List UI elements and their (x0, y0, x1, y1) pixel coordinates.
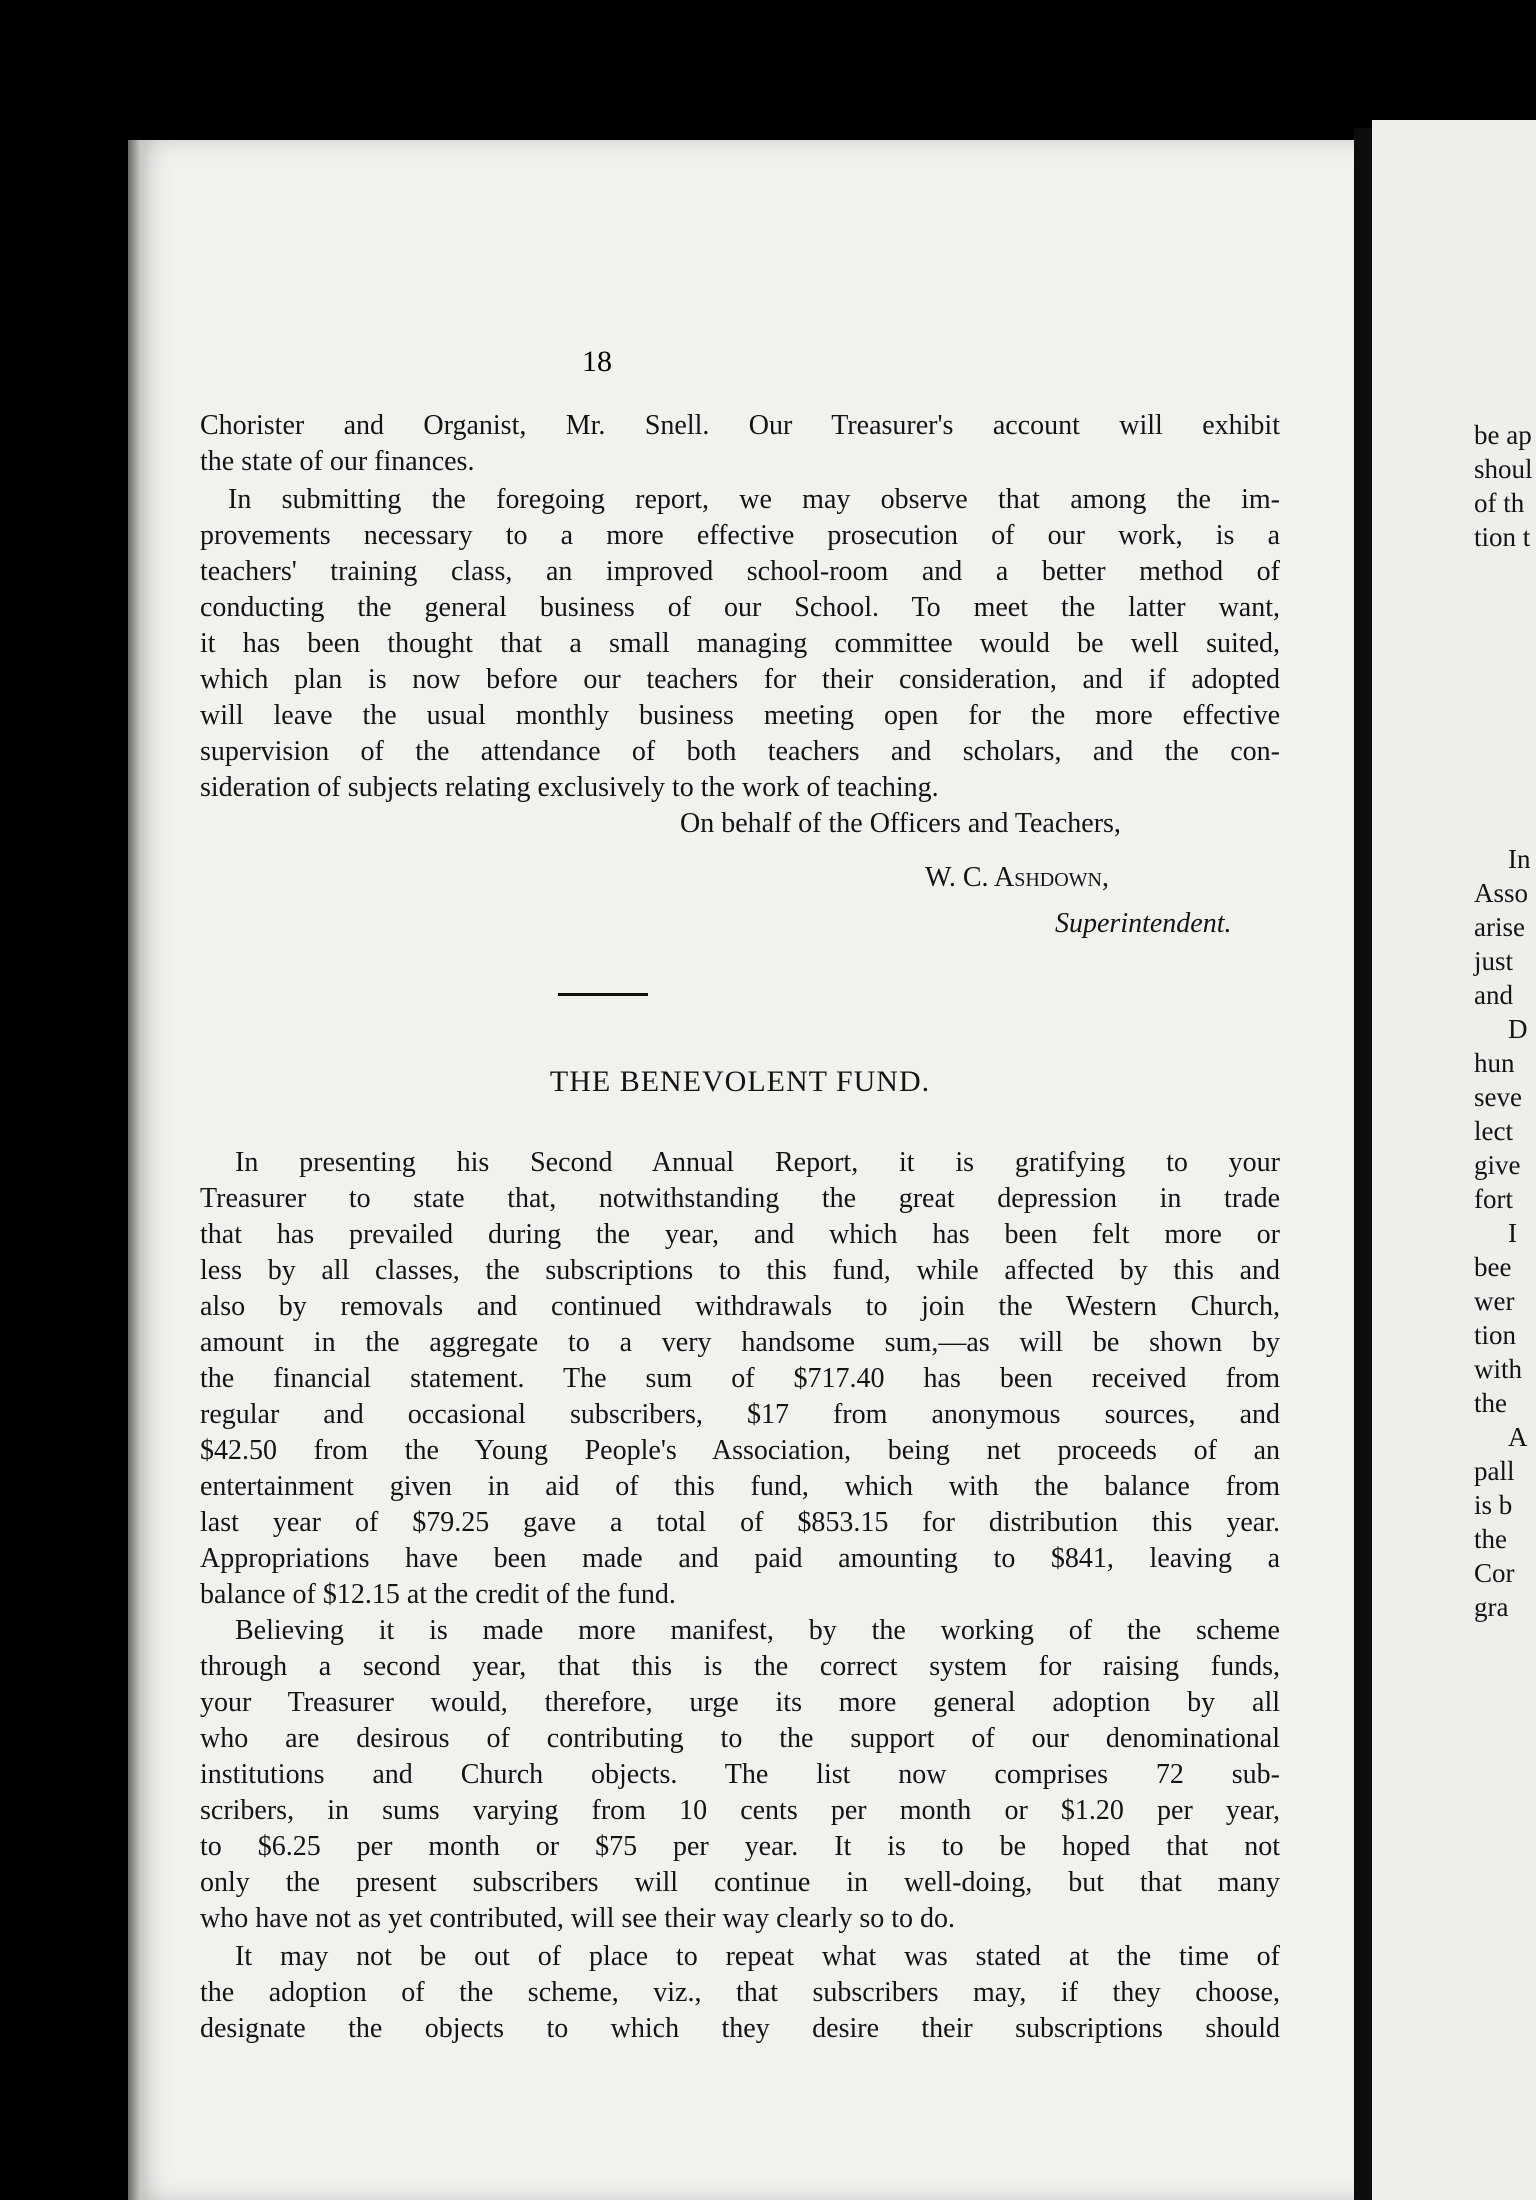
text-line: regular and occasional subscribers, $17 from anonymous sources, and (200, 1399, 1280, 1430)
fragment-text: the (1474, 1524, 1507, 1554)
fragment-text: just (1474, 946, 1514, 976)
text-line: your Treasurer would, therefore, urge its more general adoption by all (200, 1687, 1280, 1718)
text-line: teachers' training class, an improved school-room and a better method of (200, 556, 1280, 587)
fragment-text: lect (1474, 1116, 1513, 1146)
fragment-text: shoul (1474, 454, 1533, 484)
text-line: balance of $12.15 at the credit of the fund. (200, 1579, 676, 1610)
text-line: less by all classes, the subscriptions to this fund, while affected by this and (200, 1255, 1280, 1286)
text-line: Treasurer to state that, notwithstanding the great depression in trade (200, 1183, 1280, 1214)
text-line: designate the objects to which they desire their subscriptions should (200, 2013, 1280, 2044)
signature-name: W. C. Ashdown, (925, 862, 1109, 893)
page-number: 18 (582, 345, 612, 378)
text-line: will leave the usual monthly business meeting open for the more effective (200, 700, 1280, 731)
text-line: the adoption of the scheme, viz., that subscribers may, if they choose, (200, 1977, 1280, 2008)
fragment-text: fort (1474, 1184, 1513, 1214)
text-line: sideration of subjects relating exclusively to the work of teaching. (200, 772, 939, 803)
fragment-text: In (1508, 844, 1531, 874)
fragment-text: tion t (1474, 522, 1531, 552)
text-line: entertainment given in aid of this fund, which with the balance from (200, 1471, 1280, 1502)
text-line: It may not be out of place to repeat what was stated at the time of (235, 1941, 1280, 1972)
text-line: Chorister and Organist, Mr. Snell. Our Treasurer's account will exhibit (200, 410, 1280, 441)
fragment-text: with (1474, 1354, 1523, 1384)
section-title: THE BENEVOLENT FUND. (549, 1065, 931, 1098)
text-line: In presenting his Second Annual Report, it is gratifying to your (235, 1147, 1280, 1178)
fragment-text: seve (1474, 1082, 1522, 1112)
text-line: scribers, in sums varying from 10 cents per month or $1.20 per year, (200, 1795, 1280, 1826)
text-line: which plan is now before our teachers for their consideration, and if adopted (200, 664, 1280, 695)
text-line: who are desirous of contributing to the support of our denominational (200, 1723, 1280, 1754)
fragment-text: D (1508, 1014, 1528, 1044)
fragment-text: pall (1474, 1456, 1515, 1486)
fragment-text: and (1474, 980, 1513, 1010)
fragment-text: of th (1474, 488, 1525, 518)
text-line: only the present subscribers will continue in well-doing, but that many (200, 1867, 1280, 1898)
fragment-text: Asso (1474, 878, 1529, 908)
text-line: amount in the aggregate to a very handsome sum,—as will be shown by (200, 1327, 1280, 1358)
fragment-text: arise (1474, 912, 1525, 942)
text-line: last year of $79.25 gave a total of $853.15 for distribution this year. (200, 1507, 1280, 1538)
text-line: provements necessary to a more effective prosecution of our work, is a (200, 520, 1280, 551)
text-line: the financial statement. The sum of $717.40 has been received from (200, 1363, 1280, 1394)
text-line: Believing it is made more manifest, by the working of the scheme (235, 1615, 1280, 1646)
fragment-text: I (1508, 1218, 1517, 1248)
text-line: supervision of the attendance of both teachers and scholars, and the con- (200, 736, 1280, 767)
text-line: to $6.25 per month or $75 per year. It is to be hoped that not (200, 1831, 1280, 1862)
text-line: that has prevailed during the year, and which has been felt more or (200, 1219, 1280, 1250)
fragment-text: Cor (1474, 1558, 1515, 1588)
fragment-text: bee (1474, 1252, 1512, 1282)
fragment-text: give (1474, 1150, 1521, 1180)
text-line: also by removals and continued withdrawals to join the Western Church, (200, 1291, 1280, 1322)
fragment-text: gra (1474, 1592, 1509, 1622)
book-gutter (1354, 128, 1372, 2200)
text-line: Appropriations have been made and paid amounting to $841, leaving a (200, 1543, 1280, 1574)
text-line: the state of our finances. (200, 446, 475, 477)
fragment-text: be ap (1474, 420, 1532, 450)
text-line: $42.50 from the Young People's Association, being net proceeds of an (200, 1435, 1280, 1466)
text-line: it has been thought that a small managing committee would be well suited, (200, 628, 1280, 659)
fragment-text: A (1508, 1422, 1528, 1452)
text-line: who have not as yet contributed, will see their way clearly so to do. (200, 1903, 956, 1934)
fragment-text: is b (1474, 1490, 1513, 1520)
text-line: through a second year, that this is the correct system for raising funds, (200, 1651, 1280, 1682)
closing-line: On behalf of the Officers and Teachers, (680, 808, 1121, 839)
text-line: conducting the general business of our School. To meet the latter want, (200, 592, 1280, 623)
signature-title: Superintendent. (1055, 908, 1232, 939)
fragment-text: wer (1474, 1286, 1515, 1316)
text-line: institutions and Church objects. The list now comprises 72 sub- (200, 1759, 1280, 1790)
text-line: In submitting the foregoing report, we may observe that among the im- (228, 484, 1280, 515)
fragment-text: the (1474, 1388, 1507, 1418)
fragment-text: tion (1474, 1320, 1517, 1350)
section-divider (558, 993, 648, 996)
fragment-text: hun (1474, 1048, 1515, 1078)
